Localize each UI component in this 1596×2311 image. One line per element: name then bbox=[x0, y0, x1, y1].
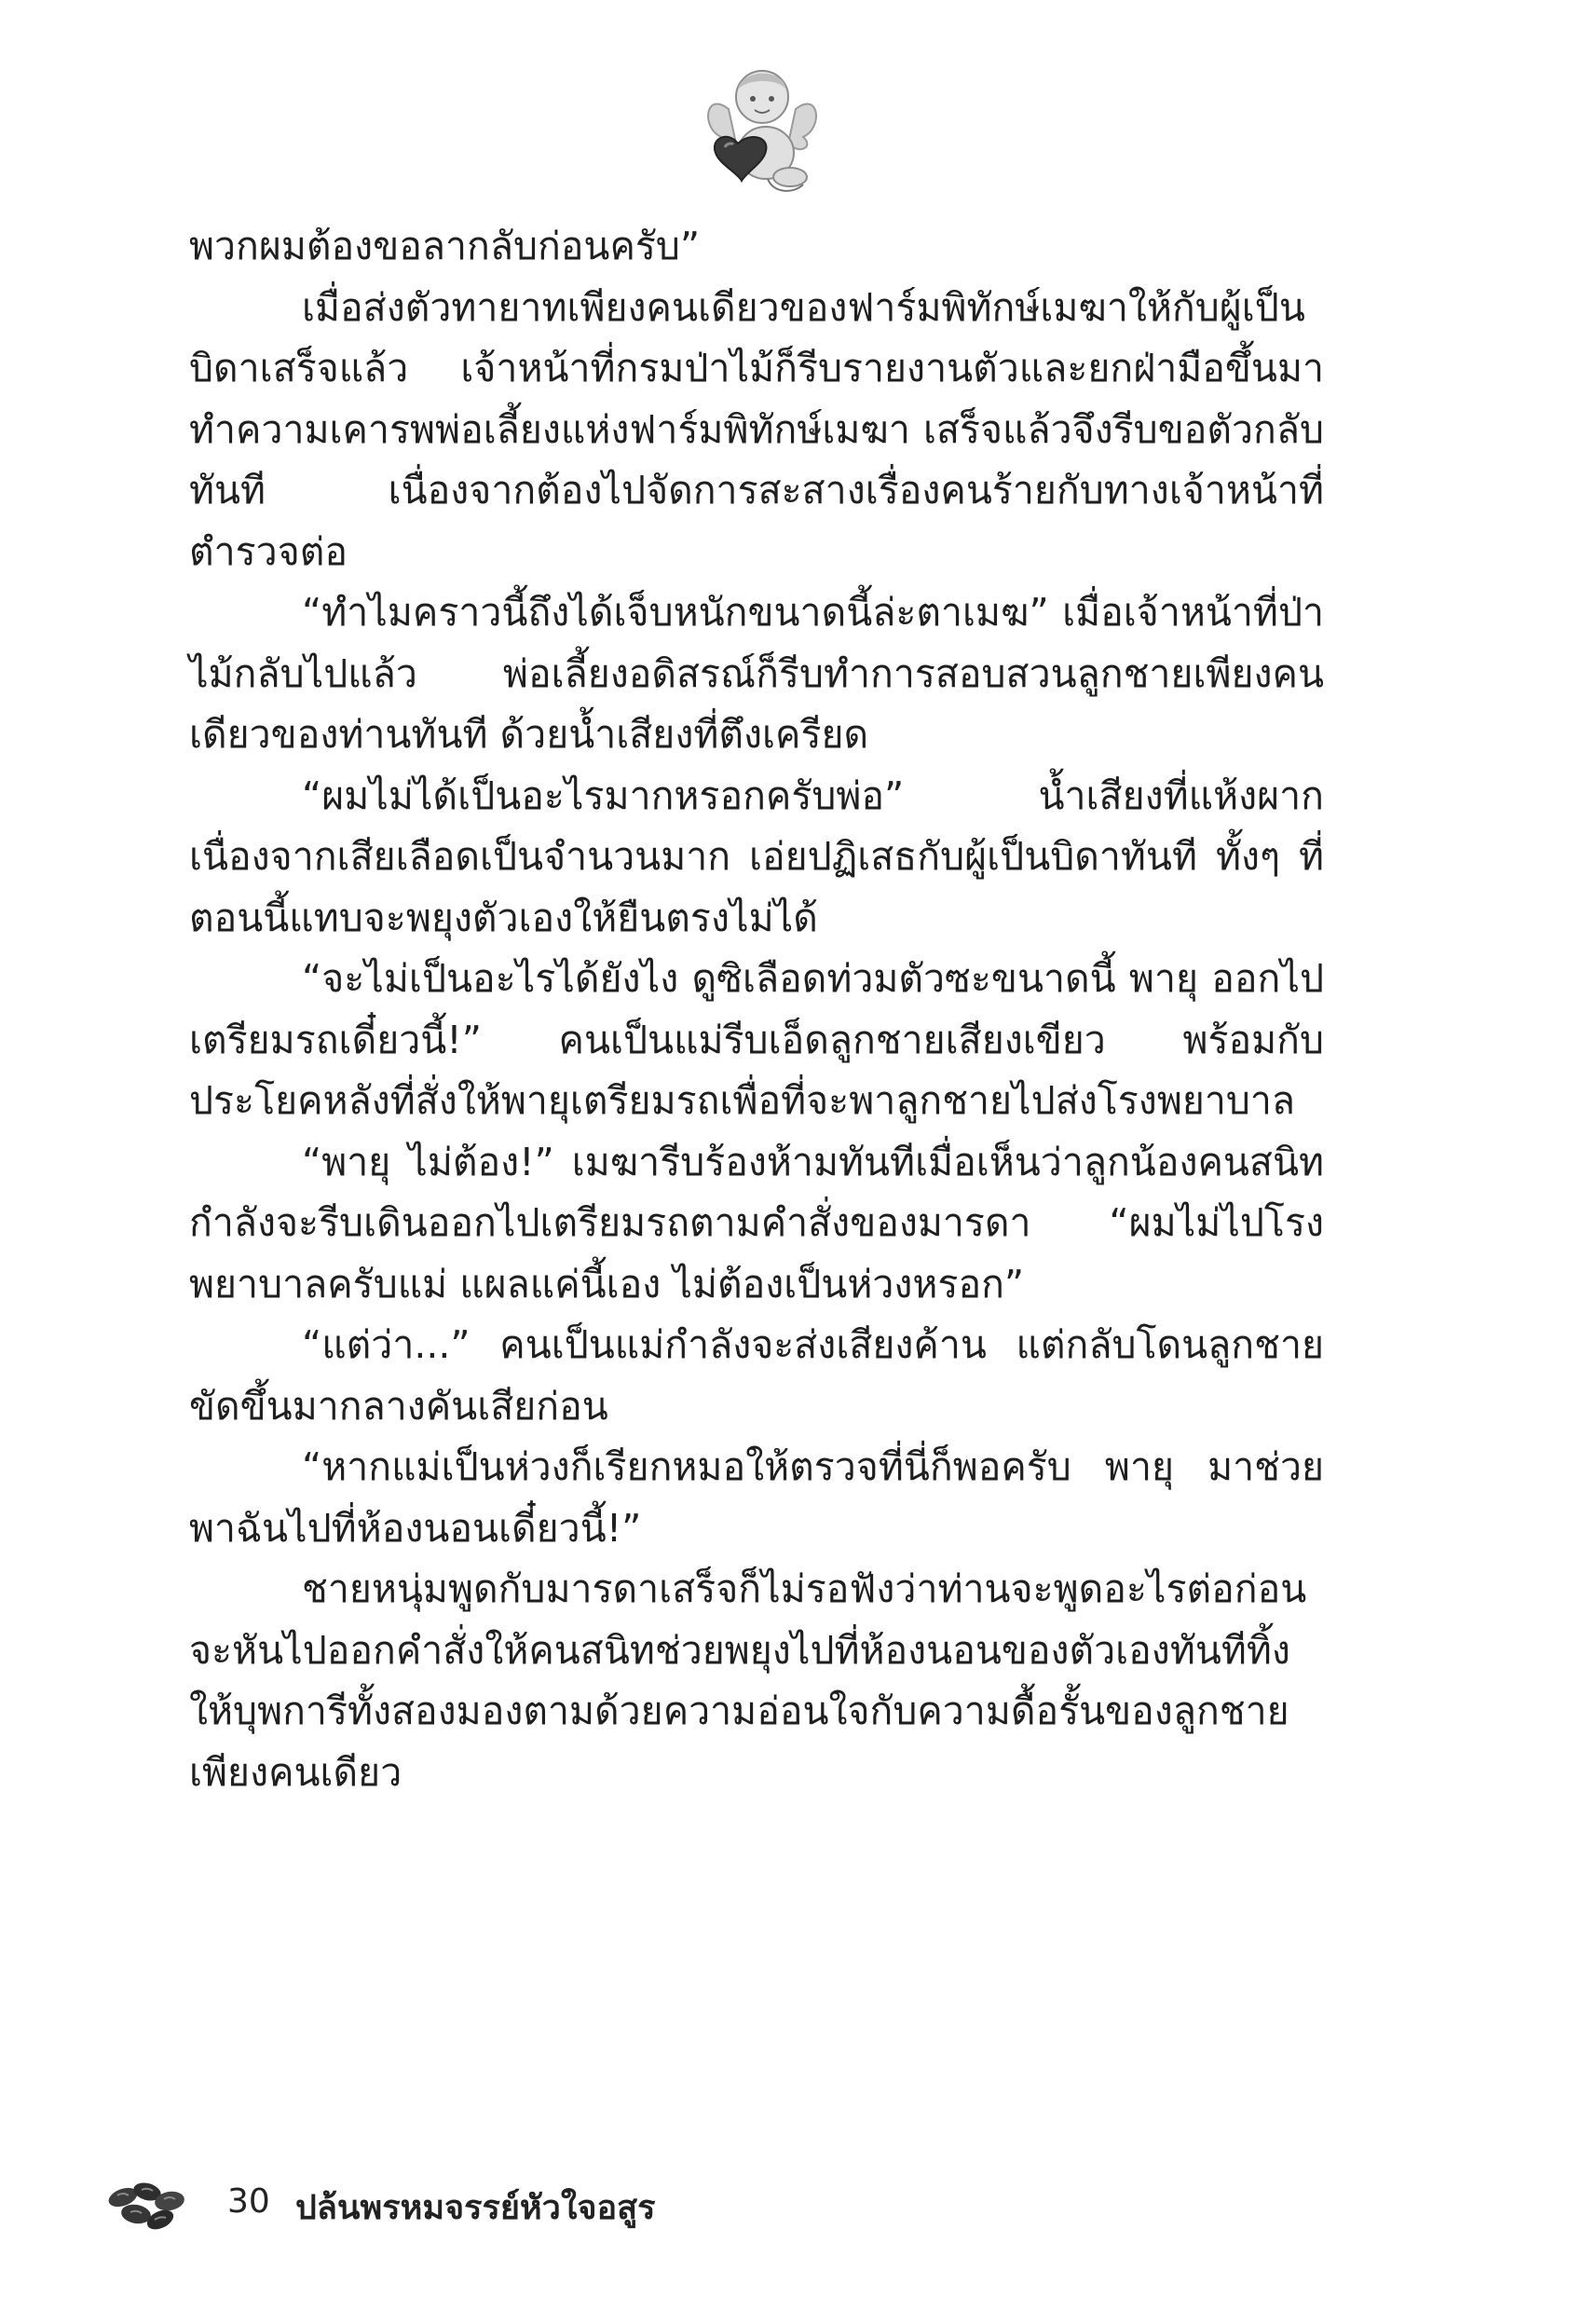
body-text bbox=[189, 216, 1324, 1803]
paragraph: เมื่อส่งตัวทายาทเพียงคนเดียวของฟาร์มพิทักษ์เมฆาให้กับผู้เป็นบิดาเสร็จแล้ว เจ้าหน้าที่กรมป่าไม้ก็รีบรายงานตัวและยกฝ่ามือขึ้นมาทำความเคารพพ่อเลี้ยงแห่งฟาร์มพิทักษ์เมฆา เสร็จแล้วจึงรีบขอตัวกลับทันที เนื่องจากต้องไปจัดการสะสางเรื่องคนร้ายกับทางเจ้าหน้าที่ตำรวจต่อ bbox=[189, 284, 1324, 574]
page-footer bbox=[104, 2173, 943, 2238]
paragraph: ชายหนุ่มพูดกับมารดาเสร็จก็ไม่รอฟังว่าท่านจะพูดอะไรต่อก่อนจะหันไปออกคำสั่งให้คนสนิทช่วยพยุงไปที่ห้องนอนของตัวเองทันทีทิ้งให้บุพการีทั้งสองมองตามด้วยความอ่อนใจกับความดื้อรั้นของลูกชายเพียงคนเดียว bbox=[189, 1566, 1307, 1795]
paragraph: พวกผมต้องขอลากลับก่อนครับ” bbox=[189, 224, 701, 268]
paragraph: “แต่ว่า...” คนเป็นแม่กำลังจะส่งเสียงค้าน แต่กลับโดนลูกชายขัดขึ้นมากลางคันเสียก่อน bbox=[189, 1322, 1324, 1429]
cupid-heart-icon bbox=[701, 58, 824, 198]
paragraph: “ทำไมคราวนี้ถึงได้เจ็บหนักขนาดนี้ล่ะตาเมฆ” เมื่อเจ้าหน้าที่ป่าไม้กลับไปแล้ว พ่อเลี้ยงอดิสรณ์ก็รีบทำการสอบสวนลูกชายเพียงคนเดียวของท่านทันที ด้วยน้ำเสียงที่ตึงเครียด bbox=[189, 590, 1324, 757]
book-title: ปล้นพรหมจรรย์หัวใจอสูร bbox=[295, 2189, 656, 2227]
paragraph: “พายุ ไม่ต้อง!” เมฆารีบร้องห้ามทันทีเมื่อเห็นว่าลูกน้องคนสนิทกำลังจะรีบเดินออกไปเตรียมรถตามคำสั่งของมารดา “ผมไม่ไปโรงพยาบาลครับแม่ แผลแค่นี้เอง ไม่ต้องเป็นห่วงหรอก” bbox=[189, 1139, 1324, 1306]
paragraph: “จะไม่เป็นอะไรได้ยังไง ดูซิเลือดท่วมตัวซะขนาดนี้ พายุ ออกไปเตรียมรถเดี๋ยวนี้!” คนเป็นแม่รีบเอ็ดลูกชายเสียงเขียว พร้อมกับประโยคหลังที่สั่งให้พายุเตรียมรถเพื่อที่จะพาลูกชายไปส่งโรงพยาบาล bbox=[189, 956, 1324, 1123]
paragraph: “ผมไม่ได้เป็นอะไรมากหรอกครับพ่อ” น้ำเสียงที่แห้งผากเนื่องจากเสียเลือดเป็นจำนวนมาก เอ่ยปฏิเสธกับผู้เป็นบิดาทันที ทั้งๆ ที่ตอนนี้แทบจะพยุงตัวเองให้ยืนตรงไม่ได้ bbox=[189, 773, 1324, 940]
page-number: 30 bbox=[227, 2182, 270, 2221]
paragraph: “หากแม่เป็นห่วงก็เรียกหมอให้ตรวจที่นี่ก็พอครับ พายุ มาช่วยพาฉันไปที่ห้องนอนเดี๋ยวนี้!” bbox=[189, 1444, 1324, 1551]
seeds-icon bbox=[104, 2179, 190, 2233]
